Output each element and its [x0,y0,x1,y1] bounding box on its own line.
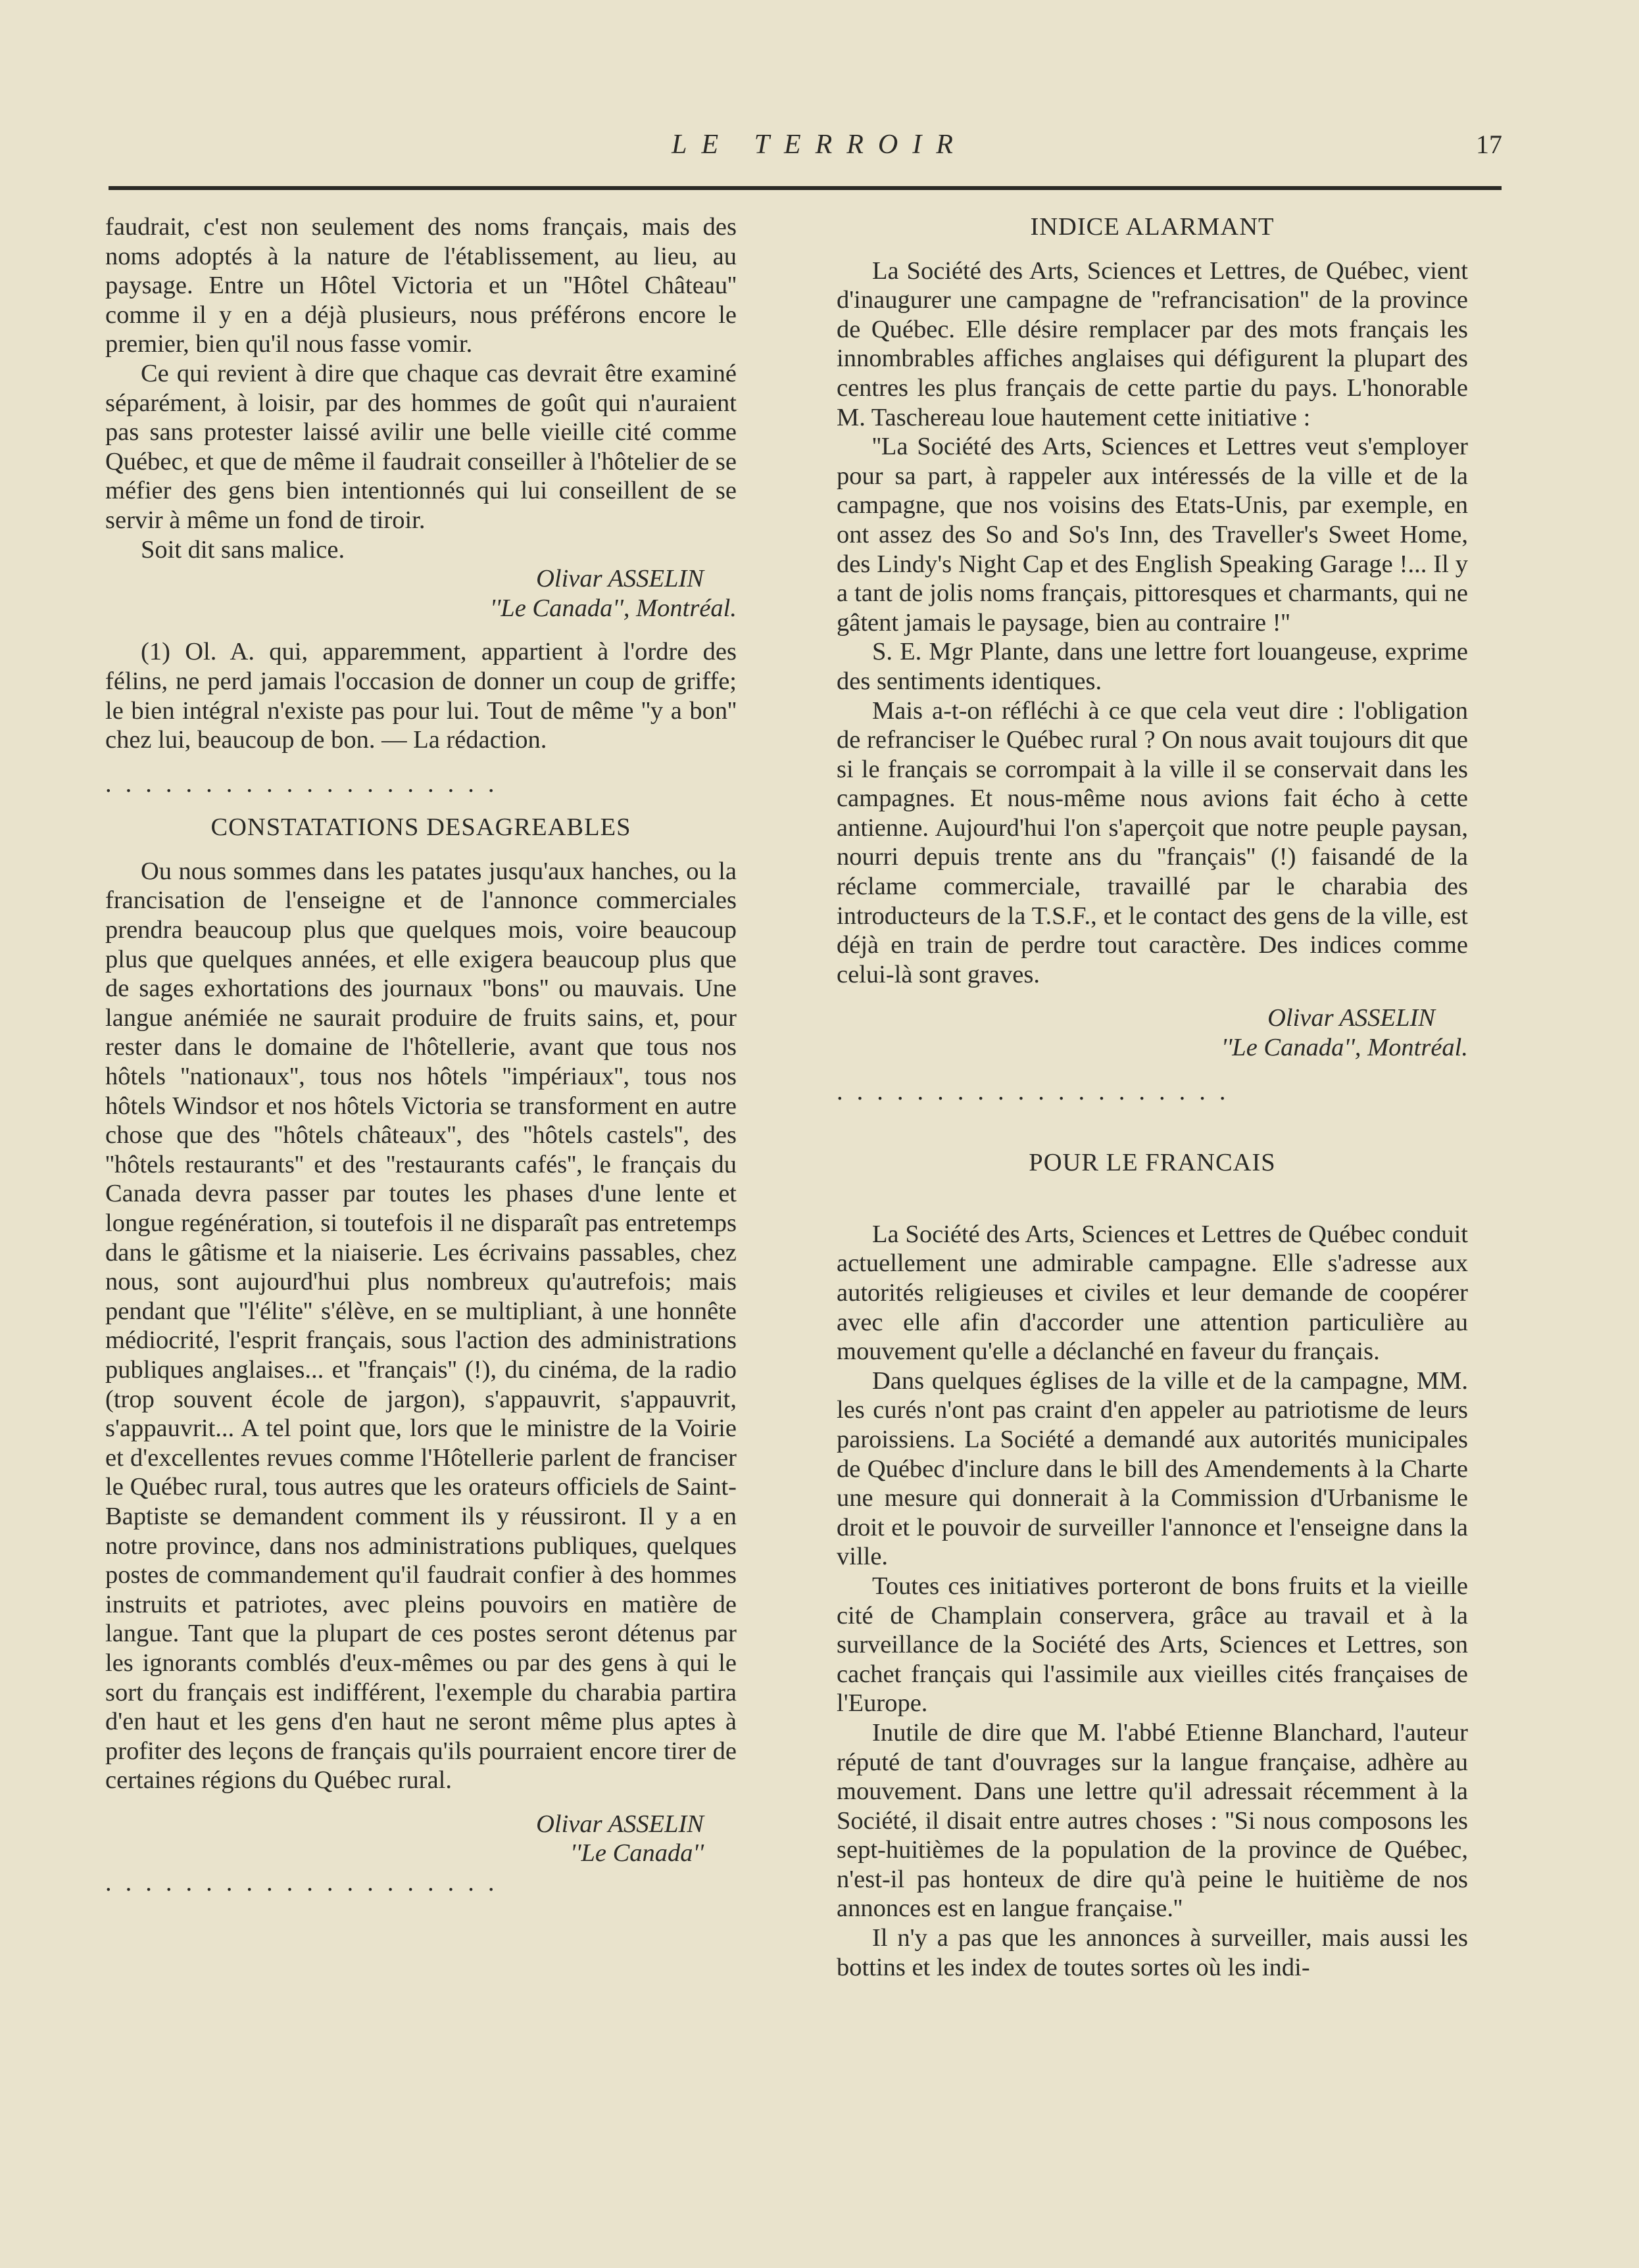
section-heading: POUR LE FRANCAIS [1029,1149,1276,1177]
running-header-title: LE TERROIR [672,130,967,160]
paragraph: Toutes ces initiatives porteront de bons fruits et la vieille cité de Champlain conservera, grâce au travail et à la surveillance de la Société des Arts, Sciences et Lettres, son cachet français qui l'assimile aux vieilles cités françaises de l'Europe. [837,1572,1468,1718]
editorial-footnote: (1) Ol. A. qui, apparemment, appartient à l'ordre des félins, ne perd jamais l'occasion de donner un coup de griffe; le bien intégral n'existe pas pour lui. Tout de même ''y a bon'' chez lui, beaucoup de bon. — La rédaction. [105,638,737,754]
paragraph: ''La Société des Arts, Sciences et Lettres veut s'employer pour sa part, à rappeler aux intéressés de la ville et de la campagne, que nos voisins des Etats-Unis, par exemple, en ont assez des So and So's Inn, des Traveller's Sweet Home, des Lindy's Night Cap et des English Speaking Garage !... Il y a tant de jolis noms français, pittoresques et charmants, qui ne gâtent jamais le paysage, bien au contraire !'' [837,433,1468,637]
paragraph: Dans quelques églises de la ville et de la campagne, MM. les curés n'ont pas craint d'en appeler au patriotisme de leurs paroissiens. La Société a demandé aux autorités municipales de Québec d'inclure dans le bill des Amendements à la Charte une mesure qui donnerait à la Commission d'Urbanisme le droit et le pouvoir de surveiller l'annonce et l'enseigne dans la ville. [837,1366,1468,1571]
paragraph: Soit dit sans malice. [141,535,345,564]
paragraph: La Société des Arts, Sciences et Lettres, de Québec, vient d'inaugurer une campagne de ''refrancisation'' de la province de Québec. Elle désire remplacer par des mots français les innombrables affiches anglaises qui défigurent la plupart des centres les plus français de cette partie du pays. L'honorable M. Taschereau loue hautement cette initiative : [837,256,1468,431]
paragraph: Mais a-t-on réfléchi à ce que cela veut dire : l'obligation de refranciser le Québec rural ? On nous avait toujours dit que si le français se corrompait à la ville il se conservait dans les campagnes. Et nous-même nous avions fait écho à cette antienne. Aujourd'hui l'on s'aperçoit que notre peuple paysan, nourri depuis trente ans du ''français'' (!) faisandé de la réclame commerciale, travaillé par le charabia des introducteurs de la T.S.F., et le contact des gens de la ville, est déjà en train de perdre tout caractère. Des indices comme celui-là sont graves. [837,696,1468,988]
paragraph: Il n'y a pas que les annonces à surveiller, mais aussi les bottins et les index de toutes sortes où les indi- [837,1924,1468,1981]
section-divider-dots: .................... [105,769,508,798]
paragraph: S. E. Mgr Plante, dans une lettre fort louangeuse, exprime des sentiments identiques. [837,638,1468,695]
signature-name: Olivar ASSELIN [536,565,704,593]
page-number: 17 [1476,130,1502,159]
header-rule [109,186,1502,190]
section-divider-dots: .................... [837,1077,1240,1105]
paragraph: Ce qui revient à dire que chaque cas devrait être examiné séparément, à loisir, par des hommes de goût qui n'auraient pas sans protester laissé avilir une belle vieille cité comme Québec, et que de même il faudrait conseiller à l'hôtelier de se méfier des gens bien intentionnés qui lui conseillent de se servir à même un fond de tiroir. [105,359,737,534]
paragraph: faudrait, c'est non seulement des noms français, mais des noms adoptés à la nature de l'établissement, au lieu, au paysage. Entre un Hôtel Victoria et un ''Hôtel Château'' comme il y en a déjà plusieurs, nous préférons encore le premier, bien qu'il nous fasse vomir. [105,213,737,358]
paragraph: Ou nous sommes dans les patates jusqu'aux hanches, ou la francisation de l'enseigne et de l'annonce commerciales prendra beaucoup plus que quelques mois, voire beaucoup plus que quelques années, et elle exigera beaucoup plus que de sages exhortations des journaux ''bons'' ou mauvais. Une langue anémiée ne saurait produire de fruits sains, et, pour rester dans le domaine de l'hôtellerie, avant que tous nos hôtels ''nationaux'', tous nos hôtels ''impériaux'', tous nos hôtels Windsor et nos hôtels Victoria se transforment en autre chose que des ''hôtels châteaux'', des ''hôtels castels'', des ''hôtels restaurants'' et des ''restaurants cafés'', le français du Canada devra passer par toutes les phases d'une lente et longue regénération, si toutefois il ne disparaît pas entretemps dans le gâtisme et la niaiserie. Les écrivains passables, chez nous, sont aujourd'hui plus nombreux qu'autrefois; mais pendant que ''l'élite'' s'élève, en se multipliant, à une honnête médiocrité, l'esprit français, sous l'action des administrations publiques anglaises... et ''français'' (!), du cinéma, de la radio (trop souvent école de jargon), s'appauvrit, s'appauvrit, s'appauvrit... A tel point que, lors que le ministre de la Voirie et d'excellentes revues comme l'Hôtellerie parlent de franciser le Québec rural, tous autres que les orateurs officiels de Saint-Baptiste se demandent comment ils y réussiront. Il y a en notre province, dans nos administrations publiques, quelques postes de commandement qu'il faudrait confier à des hommes instruits et patriotes, avec pleins pouvoirs en matière de langue. Tant que la plupart de ces postes seront détenus par les ignorants comblés d'eux-mêmes ou par des gens à qui le sort du français est indifférent, l'exemple du charabia partira d'en haut et les gens d'en haut ne seront même plus aptes à profiter des leçons de français qu'ils pourraient encore tirer de certaines régions du Québec rural. [105,857,737,1795]
signature-name: Olivar ASSELIN [1267,1004,1435,1032]
section-divider-dots: .................... [105,1869,508,1897]
paragraph: La Société des Arts, Sciences et Lettres de Québec conduit actuellement une admirable campagne. Elle s'adresse aux autorités religieuses et civiles et leur demande de coopérer avec elle afin d'accorder une attention particulière au mouvement qu'elle a déclanché en faveur du français. [837,1220,1468,1366]
signature-source: ''Le Canada'' [570,1839,704,1868]
paragraph: Inutile de dire que M. l'abbé Etienne Blanchard, l'auteur réputé de tant d'ouvrages sur la langue française, adhère au mouvement. Dans une lettre qu'il adressait récemment à la Société, il disait entre autres choses : ''Si nous composons les sept-huitièmes de la population de la province de Québec, n'est-il pas honteux de dire qu'à peine le huitième de nos annonces est en langue française.'' [837,1718,1468,1923]
left-column [105,212,737,1898]
section-heading: CONSTATATIONS DESAGREABLES [210,813,631,842]
section-heading: INDICE ALARMANT [1030,213,1275,241]
right-column [837,212,1468,1982]
signature-source: ''Le Canada'', Montréal. [489,594,737,622]
signature-name: Olivar ASSELIN [536,1810,704,1838]
signature-source: ''Le Canada'', Montréal. [1221,1034,1468,1062]
